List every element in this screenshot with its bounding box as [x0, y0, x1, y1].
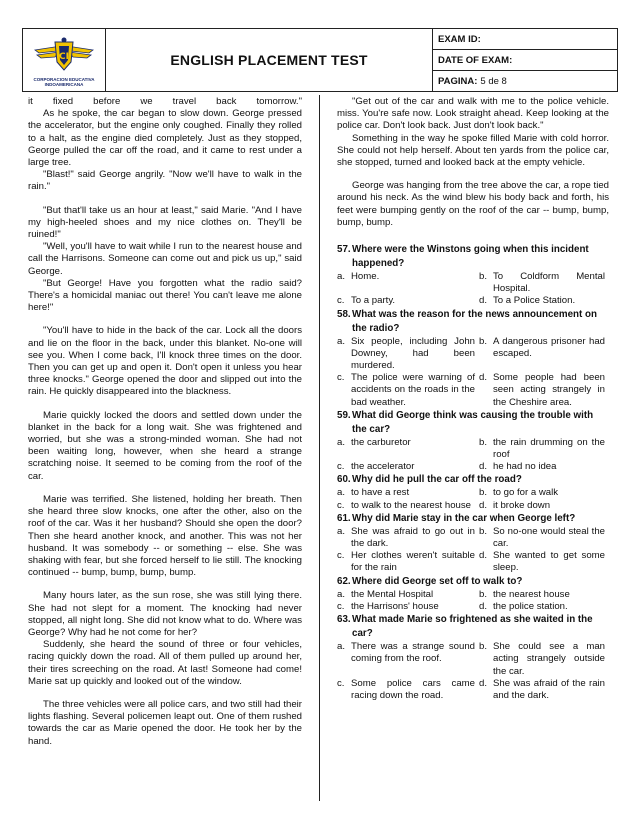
- logo-emblem-icon: [33, 36, 95, 76]
- question-text: What was the reason for the news announcement on the radio?: [352, 308, 597, 334]
- option-text: She was afraid of the rain and the dark.: [493, 677, 605, 701]
- svg-text:CI: CI: [59, 51, 69, 62]
- story-column-left: [28, 96, 302, 759]
- column-divider: [319, 95, 320, 801]
- question-58: [337, 308, 609, 409]
- option-text: Some people had been seen acting strangely in the Cheshire area.: [493, 372, 605, 408]
- question-prompt: [337, 409, 609, 437]
- answer-option[interactable]: [479, 336, 609, 373]
- question-prompt: [337, 473, 609, 487]
- option-letter: b.: [479, 525, 488, 537]
- answer-option[interactable]: [479, 437, 609, 461]
- answer-option[interactable]: [479, 271, 609, 295]
- option-text: the rain drumming on the roof: [493, 436, 605, 461]
- date-of-exam-field: DATE OF EXAM:: [433, 49, 617, 70]
- question-59: [337, 409, 609, 474]
- option-letter: c.: [337, 600, 345, 612]
- answer-option[interactable]: [337, 589, 479, 601]
- option-letter: b.: [479, 436, 488, 448]
- story-paragraph: "Get out of the car and walk with me to the police vehicle. miss. You're safe now. Look straight ahead. Keep looking at the police car. Don't look back. Just don't look back." Something in the way he spoke filled Marie with cold horror. She could not help herself. About ten yards from the police car, she stopped, turned and looked back at the empty vehicle.: [337, 96, 609, 169]
- answer-option[interactable]: [337, 336, 479, 373]
- option-text: She could see a man acting strangely outside the car.: [493, 641, 605, 677]
- answer-option[interactable]: [337, 678, 479, 702]
- option-text: the Harrisons' house: [351, 600, 439, 612]
- question-text: Why did Marie stay in the car when George left?: [352, 512, 576, 524]
- option-text: She was afraid to go out in the dark.: [351, 525, 475, 550]
- answer-option[interactable]: [479, 601, 609, 613]
- option-letter: c.: [337, 461, 345, 473]
- option-text: The police were warning of accidents on the roads in the bad weather.: [351, 372, 475, 408]
- option-text: To a Police Station.: [493, 295, 576, 307]
- option-text: to go for a walk: [493, 487, 559, 499]
- option-text: Her clothes weren't suitable for the rain: [351, 550, 475, 574]
- exam-header: [22, 28, 618, 92]
- question-61: [337, 512, 609, 575]
- question-number: 58.: [337, 308, 351, 320]
- option-letter: a.: [337, 271, 346, 283]
- option-letter: d.: [479, 600, 488, 612]
- page-indicator: PAGINA: 5 de 8: [433, 70, 617, 91]
- answer-options: [337, 589, 609, 613]
- answer-option[interactable]: [337, 295, 479, 307]
- answer-option[interactable]: [337, 487, 479, 499]
- option-letter: c.: [337, 372, 345, 384]
- option-letter: c.: [337, 499, 345, 511]
- option-letter: d.: [479, 295, 488, 307]
- question-prompt: [337, 613, 609, 641]
- question-prompt: [337, 308, 609, 336]
- option-text: to walk to the nearest house: [351, 499, 471, 511]
- option-text: the Mental Hospital: [351, 588, 434, 600]
- option-letter: a.: [337, 588, 346, 600]
- option-letter: b.: [479, 335, 488, 347]
- option-letter: b.: [479, 641, 488, 653]
- question-prompt: [337, 575, 609, 589]
- answer-option[interactable]: [479, 461, 609, 473]
- logo: [23, 29, 106, 91]
- question-list: [337, 243, 609, 702]
- question-text: Why did he pull the car off the road?: [352, 474, 522, 486]
- answer-option[interactable]: [479, 550, 609, 574]
- answer-option[interactable]: [337, 550, 479, 574]
- option-letter: d.: [479, 499, 488, 511]
- answer-options: [337, 487, 609, 511]
- option-letter: d.: [479, 677, 488, 689]
- option-letter: b.: [479, 487, 488, 499]
- option-text: Home.: [351, 271, 380, 283]
- test-title: ENGLISH PLACEMENT TEST: [106, 29, 433, 91]
- question-text: What made Marie so frightened as she waited in the car?: [352, 614, 593, 640]
- option-letter: a.: [337, 525, 346, 537]
- option-text: To Coldform Mental Hospital.: [493, 271, 605, 295]
- answer-options: [337, 641, 609, 702]
- option-text: he had no idea: [493, 461, 557, 473]
- option-text: to have a rest: [351, 487, 410, 499]
- option-letter: c.: [337, 295, 345, 307]
- answer-option[interactable]: [479, 641, 609, 678]
- answer-option[interactable]: [337, 601, 479, 613]
- logo-caption: CORPORACION EDUCATIVA INDOAMERICANA: [33, 76, 95, 87]
- question-prompt: [337, 512, 609, 526]
- answer-option[interactable]: [479, 526, 609, 550]
- option-text: the nearest house: [493, 588, 570, 600]
- question-number: 63.: [337, 614, 351, 626]
- answer-option[interactable]: [479, 678, 609, 702]
- option-text: She wanted to get some sleep.: [493, 550, 605, 574]
- question-60: [337, 473, 609, 511]
- question-prompt: [337, 243, 609, 271]
- question-text: Where did George set off to walk to?: [352, 575, 523, 587]
- answer-option[interactable]: [337, 641, 479, 678]
- option-letter: a.: [337, 436, 346, 448]
- story-paragraph: The three vehicles were all police cars, and two still had their lights flashing. Several policemen leapt out. One of them rushed towards the car as Marie opened the door. He took her by the hand.: [28, 698, 302, 747]
- option-text: Some police cars came racing down the road.: [351, 677, 475, 701]
- question-number: 61.: [337, 512, 351, 524]
- answer-options: [337, 271, 609, 308]
- answer-option[interactable]: [337, 461, 479, 473]
- option-text: the carburetor: [351, 436, 411, 448]
- answer-option[interactable]: [479, 487, 609, 499]
- option-letter: a.: [337, 487, 346, 499]
- option-letter: c.: [337, 550, 345, 562]
- story-paragraph: it fixed before we travel back tomorrow." As he spoke, the car began to slow down. George pressed the accelerator, but the engine only coughed. Finally they rolled to a halt, as the engine died completely. Just as they stopped, George pulled the car off the road, and it came to rest under a large tree. "Blast!" said George angrily. "Now we'll have to walk in the rain.": [28, 96, 302, 193]
- option-letter: d.: [479, 461, 488, 473]
- story-paragraph: George was hanging from the tree above the car, a rope tied around his neck. As the wind blew his body back and forth, his feet were bumping gently on the roof of the car -- bump, bump, bump, bump.: [337, 180, 609, 228]
- answer-option[interactable]: [479, 372, 609, 409]
- story-paragraph: "You'll have to hide in the back of the car. Lock all the doors and lie on the floor in the back, under this blanket. No-one will see you. When I come back, I'll knock three times on the door. Then you can get up and open it. Don't open it unless you hear three knocks." George opened the door and slipped out into the rain. He quickly disappeared into the blackness.: [28, 325, 302, 398]
- answer-option[interactable]: [337, 500, 479, 512]
- question-text: What did George think was causing the trouble with the car?: [352, 409, 594, 435]
- answer-option[interactable]: [337, 526, 479, 550]
- question-text: Where were the Winstons going when this incident happened?: [352, 244, 589, 270]
- option-text: There was a strange sound coming from the roof.: [351, 641, 475, 665]
- question-number: 59.: [337, 409, 351, 421]
- question-number: 57.: [337, 244, 351, 256]
- answer-options: [337, 336, 609, 409]
- answer-option[interactable]: [337, 271, 479, 295]
- answer-option[interactable]: [337, 437, 479, 461]
- exam-id-field: EXAM ID:: [438, 33, 481, 45]
- answer-option[interactable]: [479, 589, 609, 601]
- story-column-right: [337, 96, 609, 702]
- option-text: the police station.: [493, 600, 568, 612]
- question-number: 60.: [337, 474, 351, 486]
- story-paragraph: Marie was terrified. She listened, holding her breath. Then she heard three slow knocks, one after the other, also on the roof of the car. Was it her husband? Should she open the door? Then she heard another knock, and another. This was not her husband. It was somebody -- or something -- else. She was shaking with fear, but she forced herself to lie still. The knocking continued -- bump, bump, bump, bump.: [28, 493, 302, 579]
- option-text: the accelerator: [351, 461, 415, 473]
- option-text: To a party.: [351, 295, 396, 307]
- story-paragraph: "But that'll take us an hour at least," said Marie. "And I have my high-heeled shoes and my nice clothes on. They'll be ruined!" "Well, you'll have to wait while I run to the nearest house and call the Harrisons. Someone can come out and pick us up," said George. "But George! Have you forgotten what the radio said? There's a homicidal maniac out there! You can't leave me alone here!": [28, 204, 302, 314]
- option-letter: a.: [337, 335, 346, 347]
- option-text: A dangerous prisoner had escaped.: [493, 335, 605, 359]
- answer-options: [337, 526, 609, 575]
- question-62: [337, 575, 609, 613]
- option-letter: a.: [337, 641, 346, 653]
- option-text: So no-one would steal the car.: [493, 525, 605, 550]
- option-letter: d.: [479, 372, 488, 384]
- question-number: 62.: [337, 575, 351, 587]
- question-63: [337, 613, 609, 702]
- answer-option[interactable]: [337, 372, 479, 409]
- story-paragraph: Marie quickly locked the doors and settled down under the blanket in the back for a long wait. She was frightened and worried, but she was a strong-minded woman. She had not been waiting long, however, when she heard a strange scratching noise. It seemed to be coming from the roof of the car.: [28, 409, 302, 482]
- option-letter: b.: [479, 588, 488, 600]
- answer-options: [337, 437, 609, 474]
- exam-info-box: [433, 29, 617, 91]
- option-text: it broke down: [493, 499, 551, 511]
- option-letter: b.: [479, 271, 488, 283]
- option-text: Six people, including John Downey, had been murdered.: [351, 335, 475, 372]
- option-letter: d.: [479, 550, 488, 562]
- answer-option[interactable]: [479, 295, 609, 307]
- answer-option[interactable]: [479, 500, 609, 512]
- story-paragraph: Many hours later, as the sun rose, she was still lying there. She had not slept for a moment. The knocking had never stopped, all night long. She did not know what to do. Where was George? Why had he not come for her? Suddenly, she heard the sound of three or four vehicles, racing quickly down the road. All of them pulled up around her, their tires screeching on the road. At last! Someone had come! Marie sat up quickly and looked out of the window.: [28, 590, 302, 687]
- option-letter: c.: [337, 677, 345, 689]
- question-57: [337, 243, 609, 308]
